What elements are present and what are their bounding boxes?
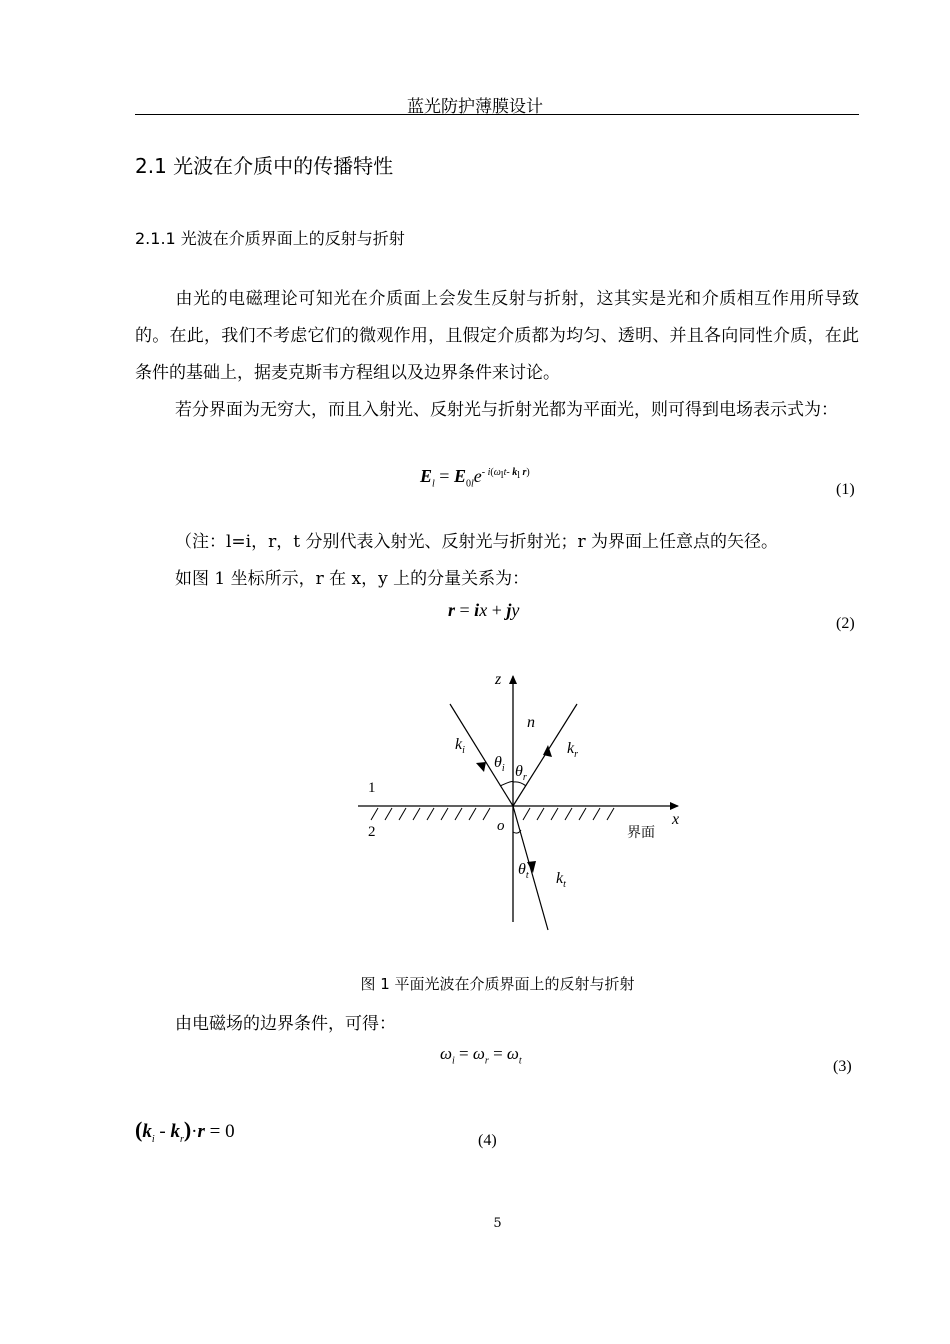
interface-hatching: [371, 808, 614, 820]
kr-label: $k_r$: [567, 740, 579, 760]
equation-1: $E_l = E_{0l}e^{- i(\omega_lt- k_l r)}$: [420, 466, 530, 490]
incident-ray: [450, 704, 513, 806]
ki-label: $k_i$: [455, 736, 465, 756]
theta-t-label: $\theta_t$: [518, 861, 529, 881]
region-1-label: 1: [368, 780, 376, 796]
equation-2-number: (2): [836, 615, 855, 632]
page-number: 5: [493, 1216, 502, 1231]
origin-label: o: [497, 818, 505, 834]
incident-arrow: [476, 762, 486, 772]
running-header: 蓝光防护薄膜设计: [407, 97, 543, 117]
equation-2: r = ix + jy: [448, 600, 520, 620]
paragraph-4: 由电磁场的边界条件，可得：: [175, 1014, 396, 1034]
theta-r-label: $\theta_r$: [515, 763, 527, 783]
section-title: 2.1 光波在介质中的传播特性: [135, 154, 394, 178]
equation-3-number: (3): [833, 1058, 852, 1075]
paragraph-2-text: 若分界面为无穷大，而且入射光、反射光与折射光都为平面光，则可得到电场表示式为：: [175, 400, 838, 420]
interface-label: 界面: [627, 826, 655, 841]
equation-1-number: (1): [836, 481, 855, 498]
figure-reflection-refraction: [345, 665, 690, 940]
figure-caption: 图 1 平面光波在介质界面上的反射与折射: [360, 975, 635, 993]
equation-4-number: (4): [478, 1132, 497, 1149]
theta-i-label: $\theta_i$: [494, 754, 505, 774]
paragraph-1: [135, 281, 859, 392]
x-label: x: [672, 811, 680, 828]
medium-n-label: n: [527, 714, 535, 731]
subsection-title: 2.1.1 光波在介质界面上的反射与折射: [135, 229, 405, 248]
equation-3: $\omega_i = \omega_r = \omega_t$: [440, 1044, 522, 1067]
region-2-label: 2: [368, 824, 376, 840]
note-line: （注：l=i，r，t 分别代表入射光、反射光与折射光；r 为界面上任意点的矢径。: [175, 532, 779, 552]
paragraph-3: 如图 1 坐标所示，r 在 x，y 上的分量关系为：: [175, 569, 530, 589]
paragraph-1-text: 由光的电磁理论可知光在介质面上会发生反射与折射，这其实是光和介质相互作用所导致的。在此，我们不考虑它们的微观作用，且假定介质都为均匀、透明、并且各向同性介质，在此条件的基础上，据麦克斯韦方程组以及边界条件来讨论。: [135, 289, 859, 383]
equation-4: $(k_i - k_r)\cdot r = 0$: [135, 1117, 235, 1145]
z-label: z: [495, 671, 502, 688]
theta-i-arc: [500, 782, 513, 787]
kt-label: $k_t$: [556, 870, 566, 890]
header-rule: [135, 114, 859, 115]
paragraph-2: [135, 392, 859, 429]
